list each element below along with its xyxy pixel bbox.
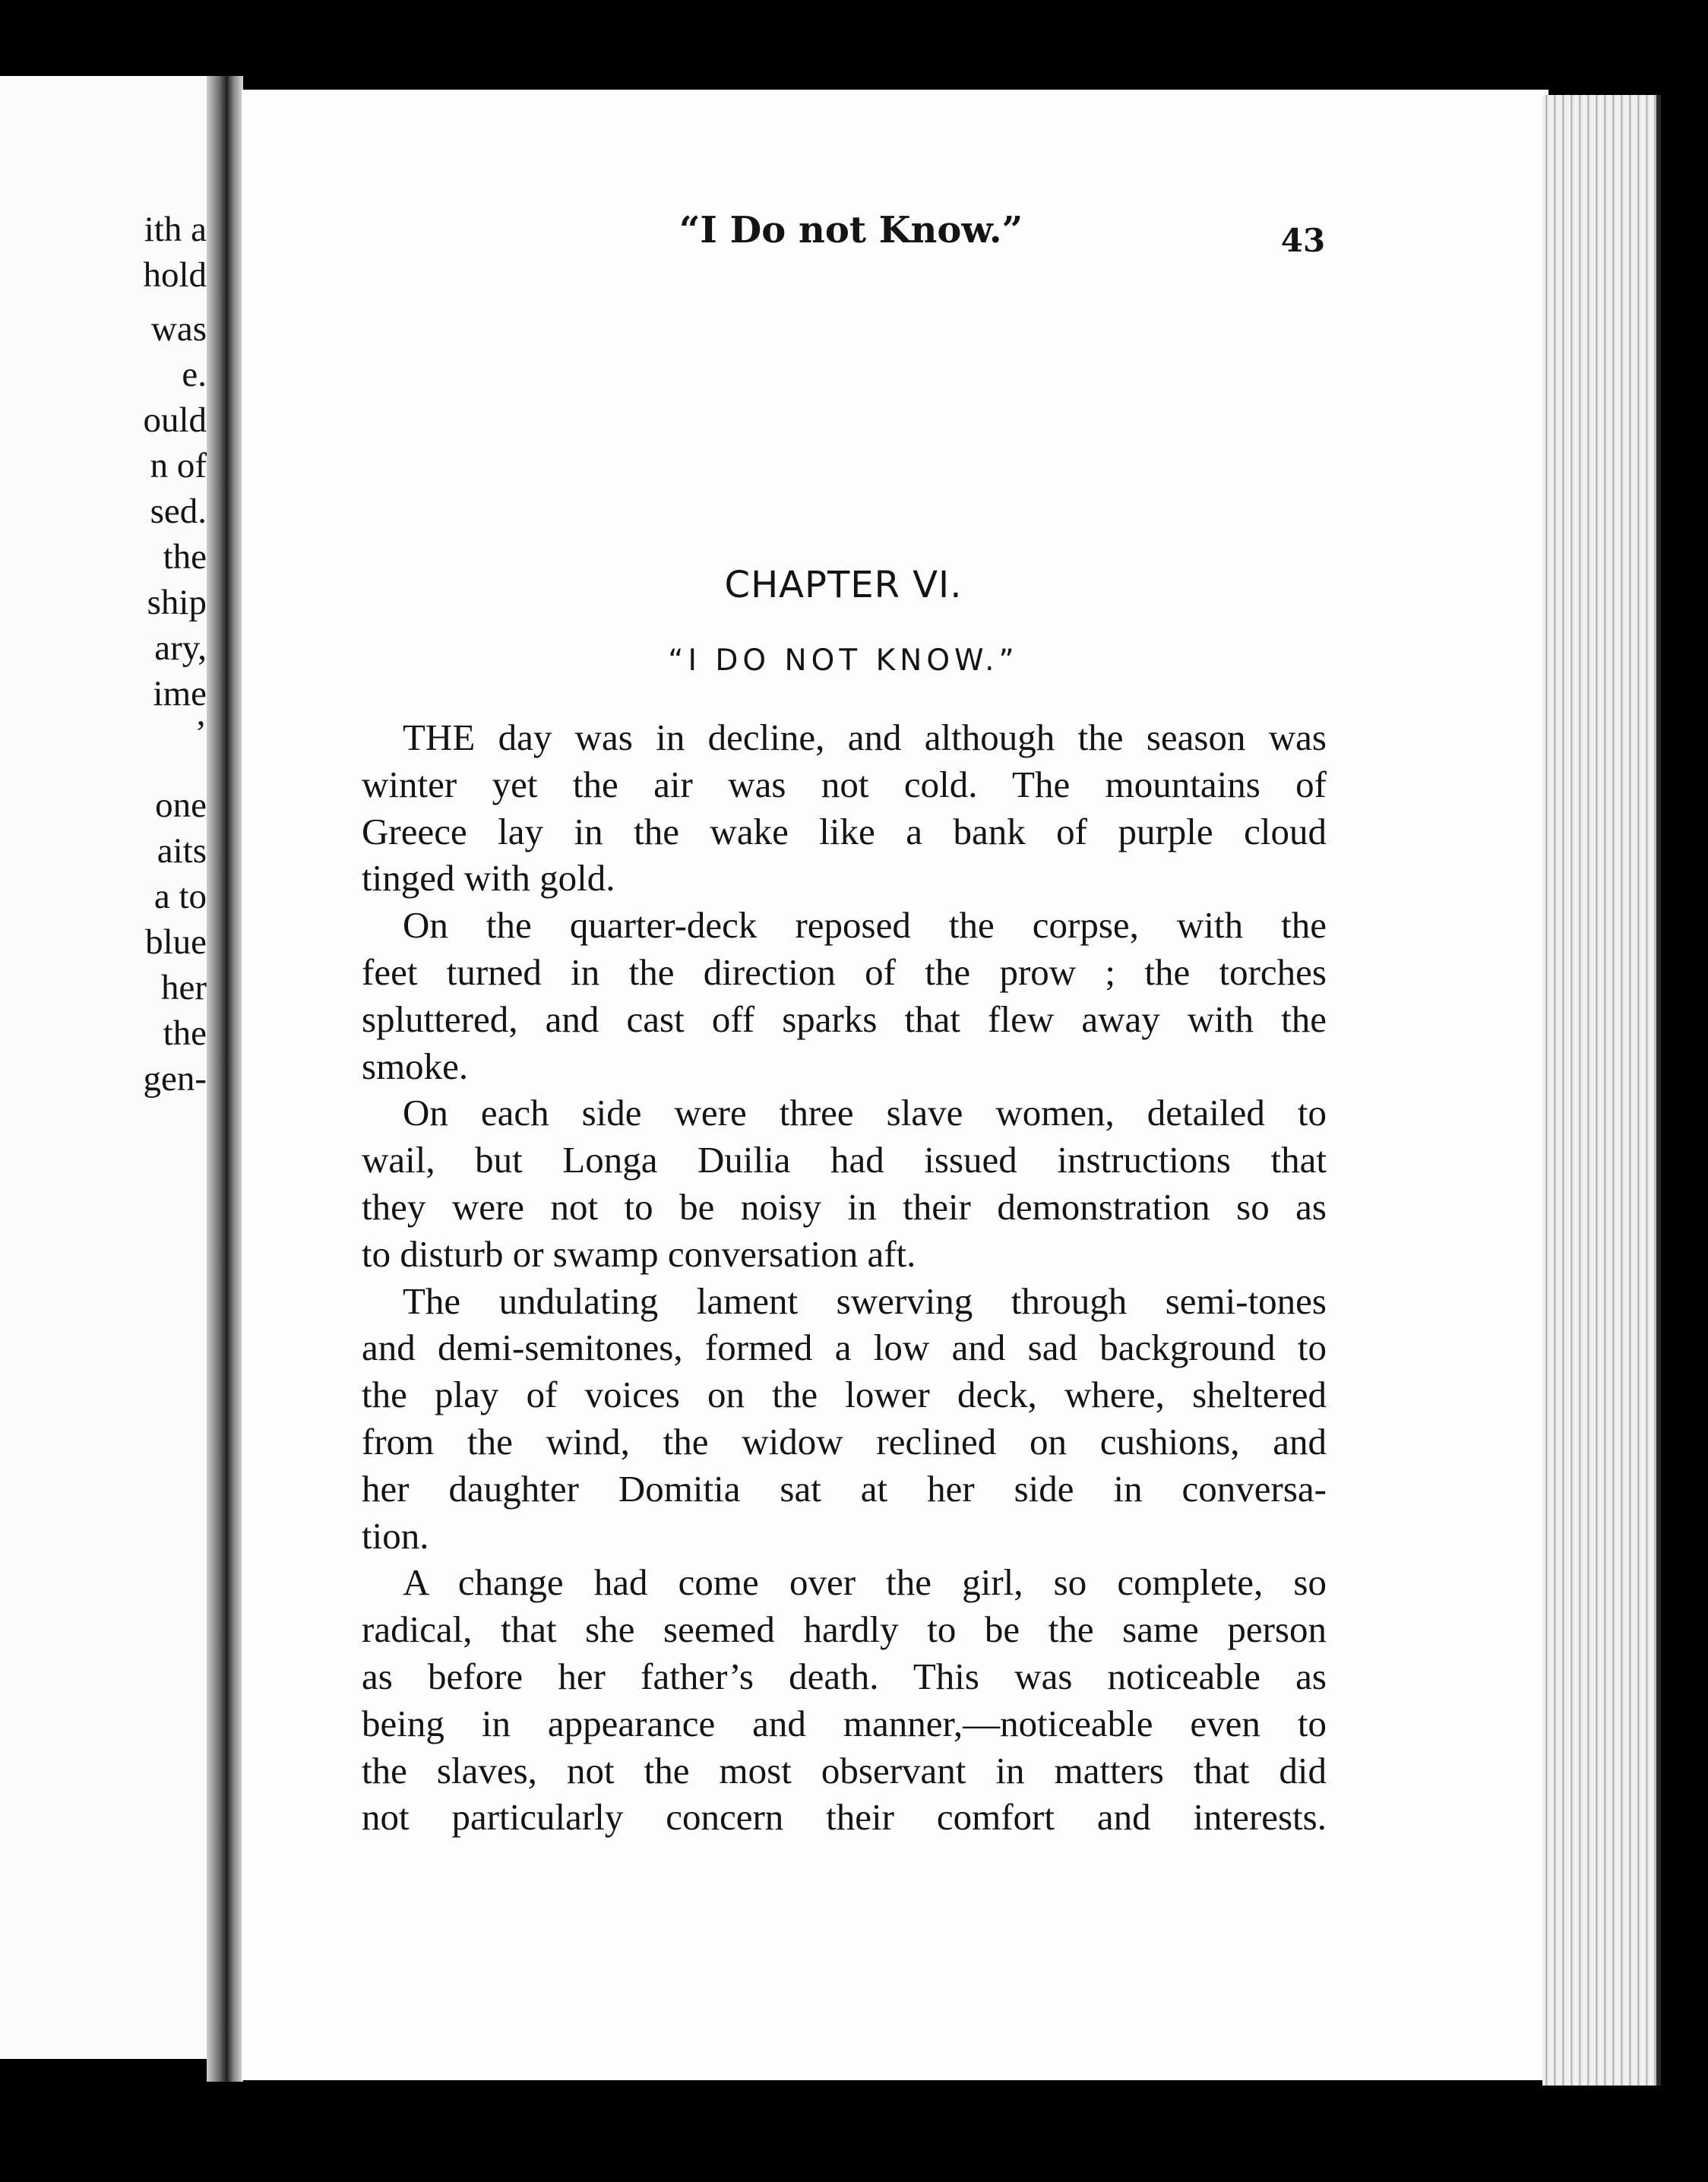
chapter-title: “I DO NOT KNOW.” [668,644,1019,678]
text-line: tion. [362,1514,429,1557]
left-page-line: was [150,309,207,349]
left-page-line: one [155,786,207,825]
left-page [0,76,207,2059]
text-line: feet turned in the direction of the prow ; the torches [362,950,1327,993]
chapter-heading: CHAPTER VI. [724,564,963,606]
text-line: being in appearance and manner,—noticeable even to [362,1702,1327,1744]
text-line: Greece lay in the wake like a bank of purple cloud [362,810,1327,852]
page-edges [1542,95,1661,2086]
text-line: not particularly concern their comfort and interests. [362,1796,1327,1839]
text-line: tinged with gold. [362,857,615,900]
text-line: radical, that she seemed hardly to be the same person [362,1608,1327,1651]
text-line: On the quarter-deck reposed the corpse, with the [403,904,1327,947]
text-line: The undulating lament swerving through semi-tones [403,1279,1327,1322]
text-line: the play of voices on the lower deck, where, sheltered [362,1374,1327,1416]
left-page-line: ith a [144,210,207,249]
left-page-line: the [163,1014,207,1053]
text-line: winter yet the air was not cold. The mountains of [362,763,1327,805]
text-line: wail, but Longa Duilia had issued instructions that [362,1139,1327,1181]
left-page-line: her [160,968,207,1007]
left-page-line: ime [153,674,207,713]
left-page-line: e. [182,355,207,394]
text-line: they were not to be noisy in their demonstration so as [362,1185,1327,1228]
text-line: from the wind, the widow reclined on cushions, and [362,1420,1327,1463]
text-line: A change had come over the girl, so complete, so [403,1561,1327,1604]
left-page-line: hold [143,255,207,295]
text-line: her daughter Domitia sat at her side in conversa- [362,1467,1327,1510]
left-page-line: n of [150,446,207,485]
body-text [362,714,1327,1841]
left-page-line: the [163,537,207,577]
left-page-line: ould [143,400,207,440]
left-page-line: gen- [143,1059,207,1099]
running-head: “I Do not Know.” [678,209,1023,251]
text-line: to disturb or swamp conversation aft. [362,1232,916,1275]
left-page-line: aits [157,831,207,871]
text-line: On each side were three slave women, detailed to [403,1092,1327,1134]
left-page-line: a to [153,877,207,916]
book-gutter [207,76,243,2082]
page-number: 43 [1280,222,1326,259]
text-line: smoke. [362,1045,469,1087]
text-line: the slaves, not the most observant in matters that did [362,1749,1327,1791]
left-page-line: ’ [195,713,207,753]
left-page-line: blue [145,922,207,962]
text-line: spluttered, and cast off sparks that flew away with the [362,998,1327,1040]
left-page-line: ary, [154,628,207,668]
left-page-line: ship [147,583,207,622]
text-line: THE day was in decline, and although the season was [403,716,1327,758]
text-line: and demi-semitones, formed a low and sad background to [362,1327,1327,1369]
text-line: as before her father’s death. This was noticeable as [362,1655,1327,1697]
left-page-line: sed. [150,492,207,531]
